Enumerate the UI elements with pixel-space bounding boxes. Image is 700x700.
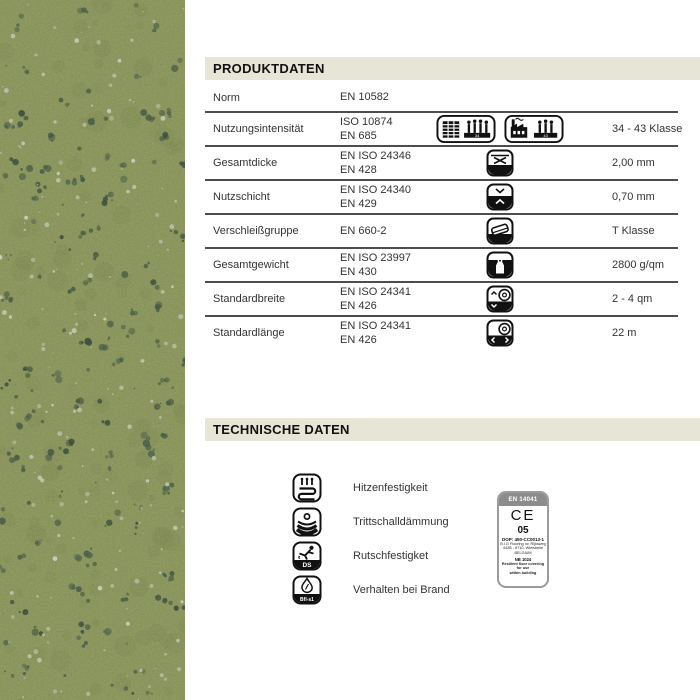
- property-value: 2800 g/qm: [612, 259, 664, 271]
- product-texture-image: [0, 0, 185, 700]
- impact-sound-insulation-icon: [292, 507, 322, 537]
- property-name: Verschleißgruppe: [213, 225, 299, 237]
- ce-mark: CE: [510, 507, 536, 524]
- property-value: 22 m: [612, 327, 637, 339]
- table-row: [205, 213, 678, 247]
- technische-daten-header: [205, 418, 700, 441]
- total-thickness-icon: [486, 149, 514, 177]
- ce-product-description: Resilient floor covering for use within building: [501, 561, 545, 576]
- ce-standard-label: EN 14041: [499, 493, 547, 506]
- table-row: [205, 84, 678, 111]
- produktdaten-title: PRODUKTDATEN: [213, 61, 325, 76]
- property-name: Standardlänge: [213, 327, 285, 339]
- property-value: 0,70 mm: [612, 191, 655, 203]
- produktdaten-header: [205, 57, 700, 80]
- svg-text:DS: DS: [302, 562, 312, 569]
- technical-data-list: [292, 473, 450, 609]
- property-name: Gesamtgewicht: [213, 259, 289, 271]
- ce-manufacturer-address: B.I.G Flooring nv, Rijksweg 442B - 8710, Wielsbeke BELGIUM: [500, 541, 546, 555]
- list-item: [292, 473, 450, 503]
- table-row: [205, 247, 678, 281]
- svg-text:34: 34: [474, 132, 480, 138]
- norm-reference: EN ISO 24346 EN 428: [340, 149, 411, 176]
- norm-reference: EN ISO 23997 EN 430: [340, 251, 411, 278]
- usage-class-commercial-icon: [436, 114, 496, 144]
- heat-resistance-icon: [292, 473, 322, 503]
- table-row: [205, 145, 678, 179]
- list-item: [292, 507, 450, 537]
- property-name: Nutzschicht: [213, 191, 270, 203]
- wear-layer-icon: [486, 183, 514, 211]
- ce-year: 05: [517, 524, 529, 536]
- list-item: [292, 541, 450, 571]
- table-row: [205, 111, 683, 145]
- property-value: 2 - 4 qm: [612, 293, 653, 305]
- norm-reference: EN 10582: [340, 91, 389, 104]
- property-name: Standardbreite: [213, 293, 286, 305]
- ce-dop-number: DOP: 450-CC0013-1: [501, 536, 545, 542]
- ce-conformity-badge: [497, 491, 549, 588]
- wear-group-icon: [486, 217, 514, 245]
- slip-resistance-icon: [292, 541, 322, 571]
- technische-daten-title: TECHNISCHE DATEN: [213, 422, 350, 437]
- property-value: 34 - 43 Klasse: [612, 123, 683, 135]
- norm-reference: EN ISO 24341 EN 426: [340, 285, 411, 312]
- standard-length-icon: [486, 319, 514, 347]
- technical-property-label: Hitzenfestigkeit: [353, 482, 428, 494]
- technical-property-label: Verhalten bei Brand: [353, 584, 450, 596]
- property-name: Nutzungsintensität: [213, 123, 304, 135]
- technical-property-label: Trittschalldämmung: [353, 516, 449, 528]
- norm-reference: EN 660-2: [340, 224, 387, 237]
- norm-reference: EN ISO 24340 EN 429: [340, 183, 411, 210]
- property-name: Norm: [213, 91, 240, 104]
- standard-width-icon: [486, 285, 514, 313]
- total-weight-icon: [486, 251, 514, 279]
- norm-reference: EN ISO 24341 EN 426: [340, 319, 411, 346]
- table-row: [205, 179, 678, 213]
- usage-class-industrial-icon: [504, 114, 564, 144]
- fire-behaviour-icon: [292, 575, 322, 605]
- ce-notified-body: NB 1024: [514, 556, 532, 562]
- product-data-table: [205, 84, 683, 349]
- svg-text:43: 43: [543, 132, 548, 138]
- table-row: [205, 281, 678, 315]
- property-value: 2,00 mm: [612, 157, 655, 169]
- technical-property-label: Rutschfestigket: [353, 550, 429, 562]
- property-value: T Klasse: [612, 225, 655, 237]
- svg-text:Bfl-s1: Bfl-s1: [300, 596, 314, 603]
- property-name: Gesamtdicke: [213, 157, 278, 169]
- table-row: [205, 315, 678, 349]
- norm-reference: ISO 10874 EN 685: [340, 115, 393, 142]
- list-item: [292, 575, 450, 605]
